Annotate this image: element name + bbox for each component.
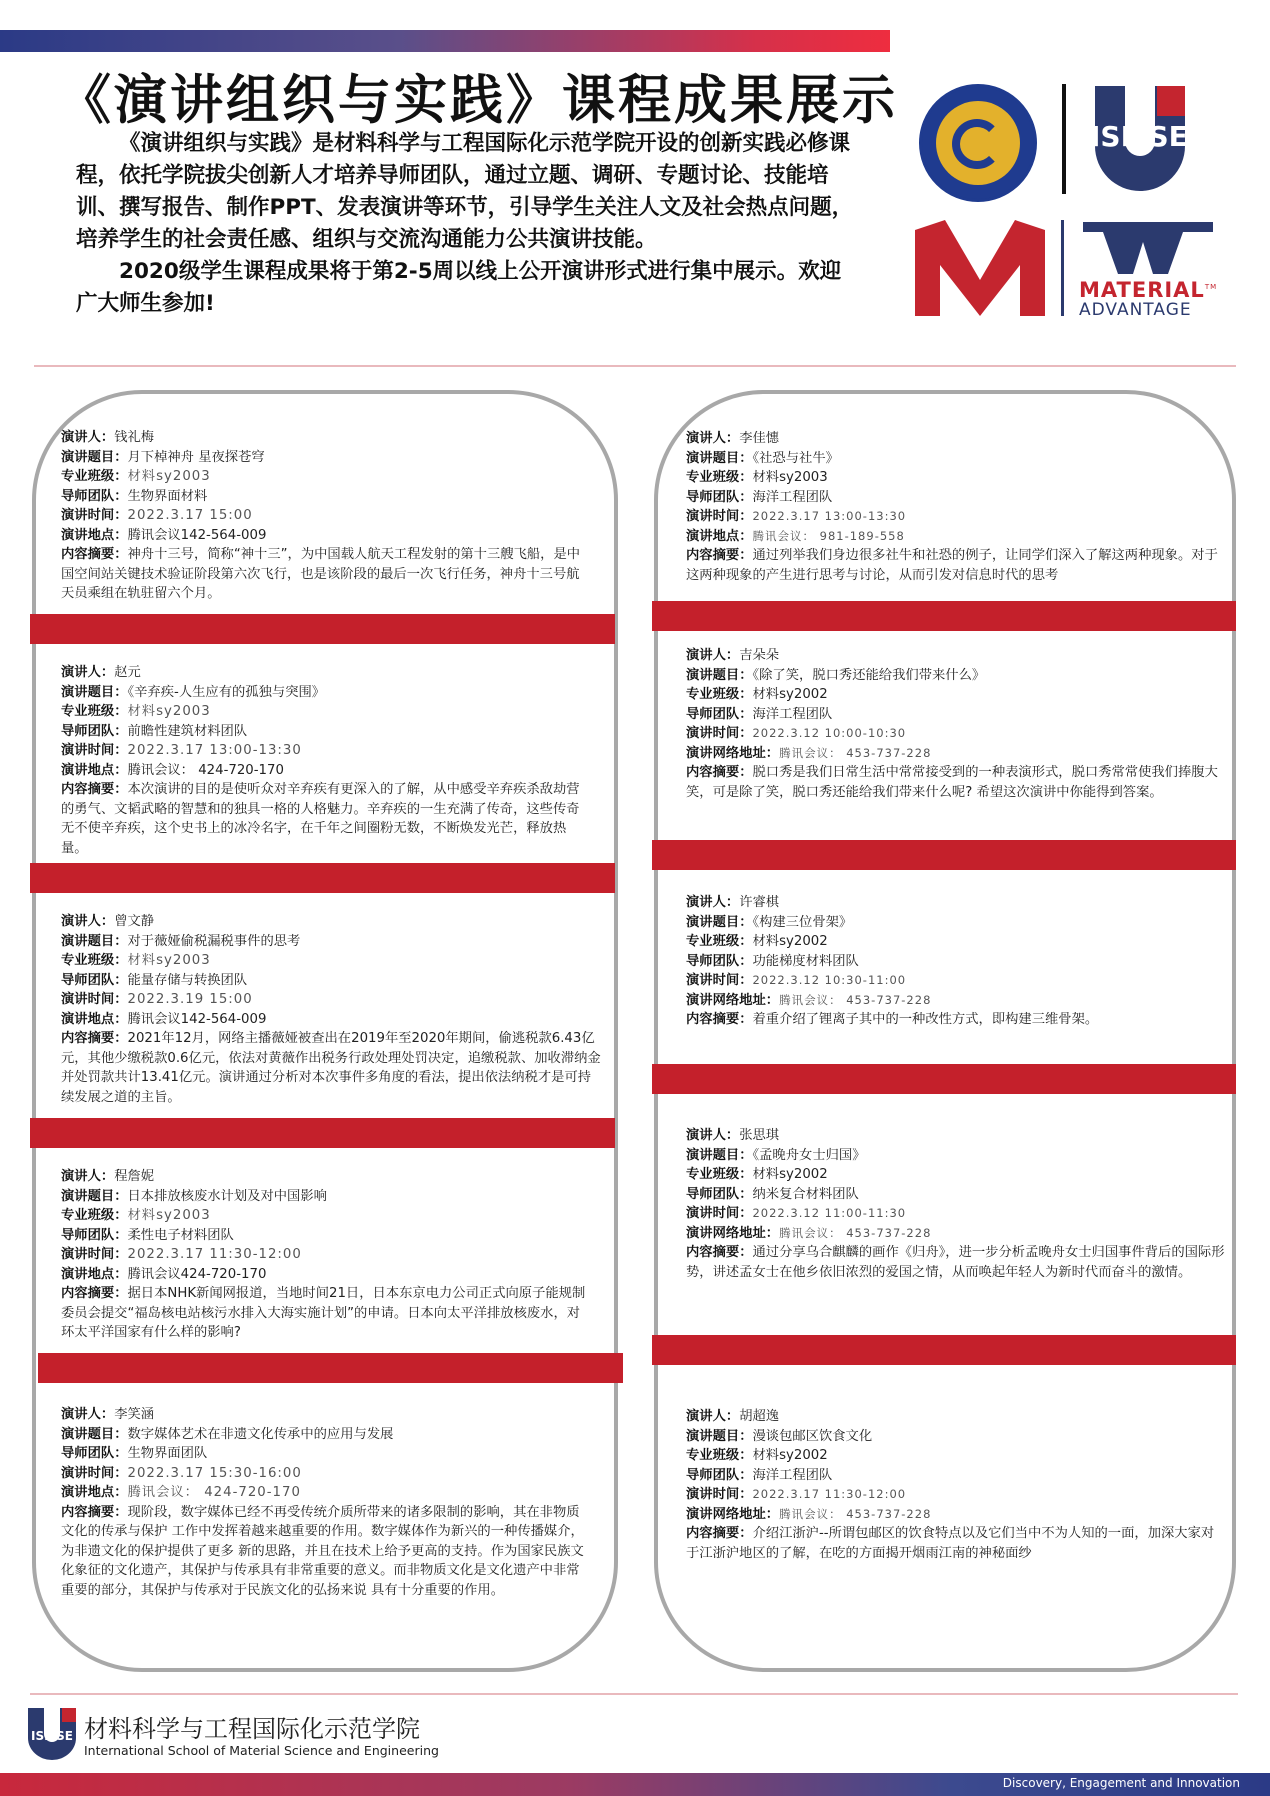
talk-block-right-3: 演讲人：许睿棋 演讲题目：《构建三位骨架》 专业班级：材料sy2002 导师团队：功能梯度材料团队 演讲时间：2022.3.12 10:30-11:00 演讲网络地址：腾讯会议： 453-737-228 内容摘要：着重介绍了锂离子其中的一种改性方式，即构建三维骨架。 [686, 895, 1099, 1027]
talk-time: 2022.3.12 10:00-10:30 [752, 726, 907, 740]
talk-block-right-4: 演讲人：张思琪 演讲题目：《孟晚舟女士归国》 专业班级：材料sy2002 导师团队：纳米复合材料团队 演讲时间：2022.3.12 11:00-11:30 演讲网络地址：腾讯会议： 453-737-228 内容摘要：通过分享乌合麒麟的画作《归舟》，进一步分析孟晚舟女士归国事件背后的国际形势，讲述孟女士在他乡依旧浓烈的爱国之情，从而唤起年轻人为新时代而奋斗的激情。 [686, 1128, 1225, 1280]
logo-divider-2 [1061, 220, 1064, 316]
speaker-name: 胡超逸 [739, 1409, 780, 1424]
right-separator-bar [652, 601, 1236, 631]
whut-seal-logo [919, 84, 1037, 202]
talk-class: 材料sy2003 [127, 469, 211, 484]
talk-abstract: 神舟十三号，简称“神十三”，为中国载人航天工程发射的第十三艘飞船，是中国空间站关键技术验证阶段第六次飞行，也是该阶段的最后一次飞行任务，神舟十三号航天员乘组在轨驻留六个月。 [61, 547, 581, 601]
talk-block-left-5: 演讲人：李笑涵 演讲题目：数字媒体艺术在非遗文化传承中的应用与发展 导师团队：生物界面团队 演讲时间：2022.3.17 15:30-16:00 演讲地点：腾讯会议： 424-720-170 内容摘要：现阶段，数字媒体已经不再受传统介质所带来的诸多限制的影响，其在非物质文化的传承与保护 工作中发挥着越来越重要的作用。数字媒体作为新兴的一种传播媒介，为非遗文化的保护提供了更多 新的思路，并且在技术上给予更高的支持。作为国家民族文化象征的文化遗产，其保护与传承具有非常重要的意义。而非物质文化是文化遗产中非常重要的部分，其保护与传承对于民族文化的弘扬来说 具有十分重要的作用。 [61, 1407, 584, 1598]
left-separator-bar [30, 1118, 615, 1148]
left-separator-bar [30, 863, 615, 893]
talk-class: 材料sy2002 [752, 1448, 828, 1463]
talk-topic: 《构建三位骨架》 [752, 914, 853, 930]
footer-school-name-cn: 材料科学与工程国际化示范学院 [84, 1715, 420, 1743]
talk-time: 2022.3.17 15:30-16:00 [127, 1465, 302, 1481]
talk-team: 生物界面材料 [127, 488, 208, 504]
intro-text [76, 128, 856, 320]
talk-topic: 数字媒体艺术在非遗文化传承中的应用与发展 [127, 1426, 394, 1442]
logo-area [915, 80, 1235, 320]
talk-team: 能量存储与转换团队 [127, 972, 248, 988]
ismse-footer-logo [28, 1708, 76, 1760]
talk-block-right-5: 演讲人：胡超逸 演讲题目：漫谈包邮区饮食文化 专业班级：材料sy2002 导师团队：海洋工程团队 演讲时间：2022.3.17 11:30-12:00 演讲网络地址：腾讯会议： 453-737-228 内容摘要：介绍江浙沪--所谓包邮区的饮食特点以及它们当中不为人知的一面，加深大家对于江浙沪地区的了解，在吃的方面揭开烟雨江南的神秘面纱 [686, 1409, 1215, 1561]
talk-class: 材料sy2003 [127, 953, 211, 968]
talk-class: 材料sy2003 [127, 704, 211, 719]
talk-place: 腾讯会议： 424-720-170 [127, 1485, 301, 1500]
talk-topic: 日本排放核废水计划及对中国影响 [127, 1188, 327, 1204]
talk-topic: 《孟晚舟女士归国》 [752, 1147, 866, 1163]
logo-divider [1062, 84, 1066, 194]
speaker-name: 张思琪 [739, 1128, 780, 1143]
talk-topic: 《社恐与社牛》 [752, 450, 839, 466]
talk-team: 前瞻性建筑材料团队 [127, 723, 248, 739]
talk-topic: 对于薇娅偷税漏税事件的思考 [127, 933, 301, 949]
talk-net-address: 腾讯会议： 453-737-228 [779, 745, 932, 760]
talk-time: 2022.3.12 10:30-11:00 [752, 973, 907, 987]
material-logo-text: MATERIAL™ [1079, 278, 1218, 302]
talk-abstract: 着重介绍了锂离子其中的一种改性方式，即构建三维骨架。 [752, 1012, 1099, 1027]
talk-team: 功能梯度材料团队 [752, 953, 859, 969]
speaker-name: 曾文静 [114, 914, 155, 929]
talk-team: 海洋工程团队 [752, 489, 833, 505]
page-title: 《演讲组织与实践》课程成果展示 [58, 70, 898, 131]
talk-time: 2022.3.17 13:00-13:30 [127, 743, 302, 758]
talk-net-address: 腾讯会议： 453-737-228 [779, 992, 932, 1007]
header-divider [34, 365, 1236, 367]
speaker-name: 程詹妮 [114, 1169, 155, 1184]
talk-team: 纳米复合材料团队 [752, 1186, 859, 1202]
talk-class: 材料sy2003 [127, 1208, 211, 1223]
speaker-name: 吉朵朵 [739, 648, 780, 663]
talk-abstract: 2021年12月，网络主播薇娅被查出在2019年至2020年期间，偷逃税款6.43亿元，其他少缴税款0.6亿元，依法对黄薇作出税务行政处理处罚决定，追缴税款、加收滞纳金并处罚款共计13.41亿元。演讲通过分析对本次事件多角度的看法，提出依法纳税才是可持续发展之道的主旨。 [61, 1031, 601, 1105]
talk-time: 2022.3.12 11:00-11:30 [752, 1206, 907, 1220]
right-separator-bar [652, 840, 1236, 870]
talk-place: 腾讯会议： 981-189-558 [752, 528, 905, 543]
talk-abstract: 通过列举我们身边很多社牛和社恐的例子，让同学们深入了解这两种现象。对于这两种现象的产生进行思考与讨论，从而引发对信息时代的思考 [686, 548, 1218, 583]
talk-team: 生物界面团队 [127, 1446, 208, 1461]
talk-abstract: 据日本NHK新闻网报道，当地时间21日，日本东京电力公司正式向原子能规制委员会提交“福岛核电站核污水排入大海实施计划”的申请。日本向太平洋排放核废水，对环太平洋国家有什么样的影响? [61, 1286, 586, 1340]
talk-time: 2022.3.19 15:00 [127, 992, 253, 1007]
talk-time: 2022.3.17 15:00 [127, 508, 253, 523]
wt-logo [1083, 222, 1213, 274]
talk-topic: 《辛弃疾-人生应有的孤独与突围》 [127, 684, 326, 700]
speaker-name: 许睿棋 [739, 895, 780, 910]
talk-class: 材料sy2003 [752, 470, 828, 485]
svg-text:ISMSE: ISMSE [31, 1729, 73, 1743]
speaker-name: 钱礼梅 [114, 430, 155, 445]
talk-place: 腾讯会议142-564-009 [127, 527, 267, 543]
talk-topic: 《除了笑，脱口秀还能给我们带来什么》 [752, 667, 986, 683]
speaker-name: 赵元 [114, 665, 141, 680]
talk-time: 2022.3.17 11:30-12:00 [127, 1247, 302, 1262]
talk-topic: 月下棹神舟 星夜探苍穹 [127, 449, 265, 465]
intro-paragraph-2: 2020级学生课程成果将于第2-5周以线上公开演讲形式进行集中展示。欢迎广大师生参加! [76, 259, 842, 316]
talk-block-left-1: 演讲人：钱礼梅 演讲题目：月下棹神舟 星夜探苍穹 专业班级：材料sy2003 导师团队：生物界面材料 演讲时间：2022.3.17 15:00 演讲地点：腾讯会议142-564-009 内容摘要：神舟十三号，简称“神十三”，为中国载人航天工程发射的第十三艘飞船，是中国空间站关键技术验证阶段第六次飞行，也是该阶段的最后一次飞行任务，神舟十三号航天员乘组在轨驻留六个月。 [61, 430, 581, 601]
left-separator-bar [38, 1353, 623, 1383]
talk-net-address: 腾讯会议： 453-737-228 [779, 1506, 932, 1521]
talk-block-left-2: 演讲人：赵元 演讲题目：《辛弃疾-人生应有的孤独与突围》 专业班级：材料sy2003 导师团队：前瞻性建筑材料团队 演讲时间：2022.3.17 13:00-13:30 演讲地点：腾讯会议： 424-720-170 内容摘要：本次演讲的目的是使听众对辛弃疾有更深入的了解，从中感受辛弃疾杀敌劫营的勇气、文韬武略的智慧和的独具一格的人格魅力。辛弃疾的一生充满了传奇，这些传奇无不使辛弃疾，这个史书上的冰冷名字，在千年之间圈粉无数，不断焕发光芒，释放热量。 [61, 665, 580, 856]
talk-topic: 漫谈包邮区饮食文化 [752, 1428, 873, 1444]
talk-abstract: 本次演讲的目的是使听众对辛弃疾有更深入的了解，从中感受辛弃疾杀敌劫营的勇气、文韬武略的智慧和的独具一格的人格魅力。辛弃疾的一生充满了传奇，这些传奇无不使辛弃疾，这个史书上的冰冷名字，在千年之间圈粉无数，不断焕发光芒，释放热量。 [61, 782, 580, 856]
talk-block-right-1: 演讲人：李佳憓 演讲题目：《社恐与社牛》 专业班级：材料sy2003 导师团队：海洋工程团队 演讲时间：2022.3.17 13:00-13:30 演讲地点：腾讯会议： 981-189-558 内容摘要：通过列举我们身边很多社牛和社恐的例子，让同学们深入了解这两种现象。对于这两种现象的产生进行思考与讨论，从而引发对信息时代的思考 [686, 431, 1218, 583]
talk-team: 柔性电子材料团队 [127, 1227, 234, 1243]
advantage-logo-text: ADVANTAGE [1079, 300, 1192, 320]
talk-class: 材料sy2002 [752, 1167, 828, 1182]
speaker-name: 李佳憓 [739, 431, 780, 446]
talk-team: 海洋工程团队 [752, 706, 833, 722]
top-gradient-bar [0, 30, 890, 52]
talk-block-left-3: 演讲人：曾文静 演讲题目：对于薇娅偷税漏税事件的思考 专业班级：材料sy2003 导师团队：能量存储与转换团队 演讲时间：2022.3.19 15:00 演讲地点：腾讯会议142-564-009 内容摘要：2021年12月，网络主播薇娅被查出在2019年至2020年期间，偷逃税款6.43亿元，其他少缴税款0.6亿元，依法对黄薇作出税务行政处理处罚决定，追缴税款、加收滞纳金并处罚款共计13.41亿元。演讲通过分析对本次事件多角度的看法，提出依法纳税才是可持续发展之道的主旨。 [61, 914, 601, 1105]
right-separator-bar [652, 1064, 1236, 1094]
talk-block-right-2: 演讲人：吉朵朵 演讲题目：《除了笑，脱口秀还能给我们带来什么》 专业班级：材料sy2002 导师团队：海洋工程团队 演讲时间：2022.3.12 10:00-10:30 演讲网络地址：腾讯会议： 453-737-228 内容摘要：脱口秀是我们日常生活中常常接受到的一种表演形式，脱口秀常常使我们捧腹大笑，可是除了笑，脱口秀还能给我们带来什么呢? 希望这次演讲中你能得到答案。 [686, 648, 1218, 800]
talk-time: 2022.3.17 11:30-12:00 [752, 1487, 907, 1501]
intro-paragraph-1: 《演讲组织与实践》是材料科学与工程国际化示范学院开设的创新实践必修课程，依托学院拔尖创新人才培养导师团队，通过立题、调研、专题讨论、技能培训、撰写报告、制作PPT、发表演讲等环节，引导学生关注人文及社会热点问题，培养学生的社会责任感、组织与交流沟通能力公共演讲技能。 [76, 131, 854, 252]
speaker-name: 李笑涵 [114, 1407, 155, 1422]
talk-class: 材料sy2002 [752, 934, 828, 949]
talk-class: 材料sy2002 [752, 687, 828, 702]
right-separator-bar [652, 1335, 1236, 1365]
talk-place: 腾讯会议： 424-720-170 [127, 762, 284, 778]
talk-team: 海洋工程团队 [752, 1467, 833, 1483]
footer-school-name-en: International School of Material Science and Engineering [84, 1743, 439, 1758]
talk-abstract: 通过分享乌合麒麟的画作《归舟》，进一步分析孟晚舟女士归国事件背后的国际形势，讲述孟女士在他乡依旧浓烈的爱国之情，从而唤起年轻人为新时代而奋斗的激情。 [686, 1245, 1225, 1280]
talk-abstract: 现阶段，数字媒体已经不再受传统介质所带来的诸多限制的影响，其在非物质文化的传承与保护 工作中发挥着越来越重要的作用。数字媒体作为新兴的一种传播媒介，为非遗文化的保护提供了更多 新的思路，并且在技术上给予更高的支持。作为国家民族文化象征的文化遗产，其保护与传承具有非常重要的意义。而非物质文化是文化遗产中非常重要的部分，其保护与传承对于民族文化的弘扬来说 具有十分重要的作用。 [61, 1504, 584, 1598]
left-separator-bar [30, 614, 615, 644]
talk-abstract: 脱口秀是我们日常生活中常常接受到的一种表演形式，脱口秀常常使我们捧腹大笑，可是除了笑，脱口秀还能给我们带来什么呢? 希望这次演讲中你能得到答案。 [686, 765, 1218, 800]
talk-place: 腾讯会议142-564-009 [127, 1011, 267, 1027]
talk-block-left-4: 演讲人：程詹妮 演讲题目：日本排放核废水计划及对中国影响 专业班级：材料sy2003 导师团队：柔性电子材料团队 演讲时间：2022.3.17 11:30-12:00 演讲地点：腾讯会议424-720-170 内容摘要：据日本NHK新闻网报道，当地时间21日，日本东京电力公司正式向原子能规制委员会提交“福岛核电站核污水排入大海实施计划”的申请。日本向太平洋排放核废水，对环太平洋国家有什么样的影响? [61, 1169, 586, 1340]
material-advantage-m-logo [915, 220, 1045, 316]
footer-divider [30, 1693, 1238, 1695]
talk-time: 2022.3.17 13:00-13:30 [752, 509, 907, 523]
footer-tagline: Discovery, Engagement and Innovation [1002, 1776, 1240, 1790]
talk-net-address: 腾讯会议： 453-737-228 [779, 1225, 932, 1240]
talk-abstract: 介绍江浙沪--所谓包邮区的饮食特点以及它们当中不为人知的一面，加深大家对于江浙沪地区的了解，在吃的方面揭开烟雨江南的神秘面纱 [686, 1526, 1215, 1561]
ismse-logo-text: ISMSE [1090, 120, 1188, 153]
talk-place: 腾讯会议424-720-170 [127, 1266, 267, 1282]
